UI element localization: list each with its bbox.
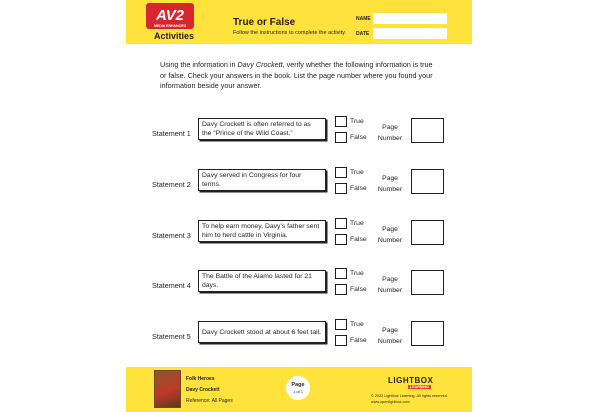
false-checkbox[interactable] — [335, 183, 347, 194]
statement-text: Davy Crockett is often referred to as the “Prince of the Wild Coast.” — [198, 118, 326, 140]
statement-text: The Battle of the Alamo lasted for 21 days. — [198, 270, 326, 292]
statement-row — [126, 268, 472, 312]
false-label: False — [350, 134, 367, 141]
intro-before: Using the information in — [160, 60, 238, 69]
header-band — [126, 0, 472, 44]
false-label: False — [350, 286, 367, 293]
page-badge — [286, 376, 310, 400]
true-label: True — [350, 270, 364, 277]
header-instruction: Follow the instructions to complete the activity. — [233, 30, 347, 36]
page-number-box[interactable] — [411, 321, 444, 346]
statement-label: Statement 3 — [152, 231, 191, 240]
name-field[interactable] — [373, 13, 447, 24]
false-checkbox[interactable] — [335, 132, 347, 143]
statement-text: To help earn money, Davy’s father sent him to herd cattle in Virginia. — [198, 220, 326, 242]
date-label: DATE — [356, 31, 370, 37]
page-number-label: Page Number — [377, 175, 403, 193]
true-checkbox[interactable] — [335, 319, 347, 330]
intro-after: , verify whether the following information is true or false. Check your answers in the book. List the page number where you found your information beside your answer. — [160, 60, 433, 90]
statement-label: Statement 1 — [152, 129, 191, 138]
statement-row — [126, 116, 472, 160]
statement-label: Statement 5 — [152, 332, 191, 341]
statement-label: Statement 4 — [152, 281, 191, 290]
page-number-box[interactable] — [411, 220, 444, 245]
lightbox-learning-tag: LEARNING — [410, 385, 429, 389]
page-number-label: Page Number — [377, 226, 403, 244]
false-checkbox[interactable] — [335, 284, 347, 295]
page-number-box[interactable] — [411, 118, 444, 143]
statement-text: Davy Crockett stood at about 6 feet tall. — [198, 321, 326, 343]
svg-text:AV2: AV2 — [155, 7, 185, 24]
true-label: True — [350, 118, 364, 125]
true-checkbox[interactable] — [335, 116, 347, 127]
false-label: False — [350, 337, 367, 344]
intro-book-title: Davy Crockett — [237, 60, 283, 69]
book-cover-image — [154, 370, 181, 408]
false-label: False — [350, 185, 367, 192]
true-checkbox[interactable] — [335, 218, 347, 229]
true-label: True — [350, 220, 364, 227]
page-number-label: Page Number — [377, 276, 403, 294]
page-number-label: Page Number — [377, 327, 403, 345]
copyright-text: © 2022 Lightbox Learning. All rights reserved. — [371, 394, 448, 398]
false-checkbox[interactable] — [335, 335, 347, 346]
lightbox-logo: LIGHTBOX — [388, 376, 434, 385]
intro-text — [160, 60, 440, 92]
page-title: True or False — [233, 17, 296, 28]
page-number-box[interactable] — [411, 270, 444, 295]
page-badge-label: Page — [291, 382, 305, 388]
statement-label: Statement 2 — [152, 180, 191, 189]
footer-series: Folk Heroes — [186, 376, 215, 382]
name-label: NAME — [356, 16, 371, 22]
true-label: True — [350, 321, 364, 328]
statement-row — [126, 218, 472, 262]
footer-book-title: Davy Crockett — [186, 387, 220, 393]
date-field[interactable] — [373, 28, 447, 39]
page-badge-number: 1 of 1 — [292, 389, 303, 394]
website-link[interactable]: www.openlightbox.com — [371, 400, 410, 404]
statement-row — [126, 319, 472, 363]
svg-text:MEDIA ENHANCED: MEDIA ENHANCED — [154, 24, 186, 28]
activities-label: Activities — [153, 31, 195, 41]
footer-band — [126, 367, 472, 412]
false-label: False — [350, 236, 367, 243]
page-number-label: Page Number — [377, 124, 403, 142]
true-checkbox[interactable] — [335, 268, 347, 279]
statement-text: Davy served in Congress for four terms. — [198, 169, 326, 191]
true-checkbox[interactable] — [335, 167, 347, 178]
true-label: True — [350, 169, 364, 176]
av2-logo — [146, 3, 194, 29]
worksheet — [126, 0, 472, 412]
statement-row — [126, 167, 472, 211]
footer-reference: Reference: All Pages — [186, 398, 233, 404]
page-number-box[interactable] — [411, 169, 444, 194]
false-checkbox[interactable] — [335, 234, 347, 245]
